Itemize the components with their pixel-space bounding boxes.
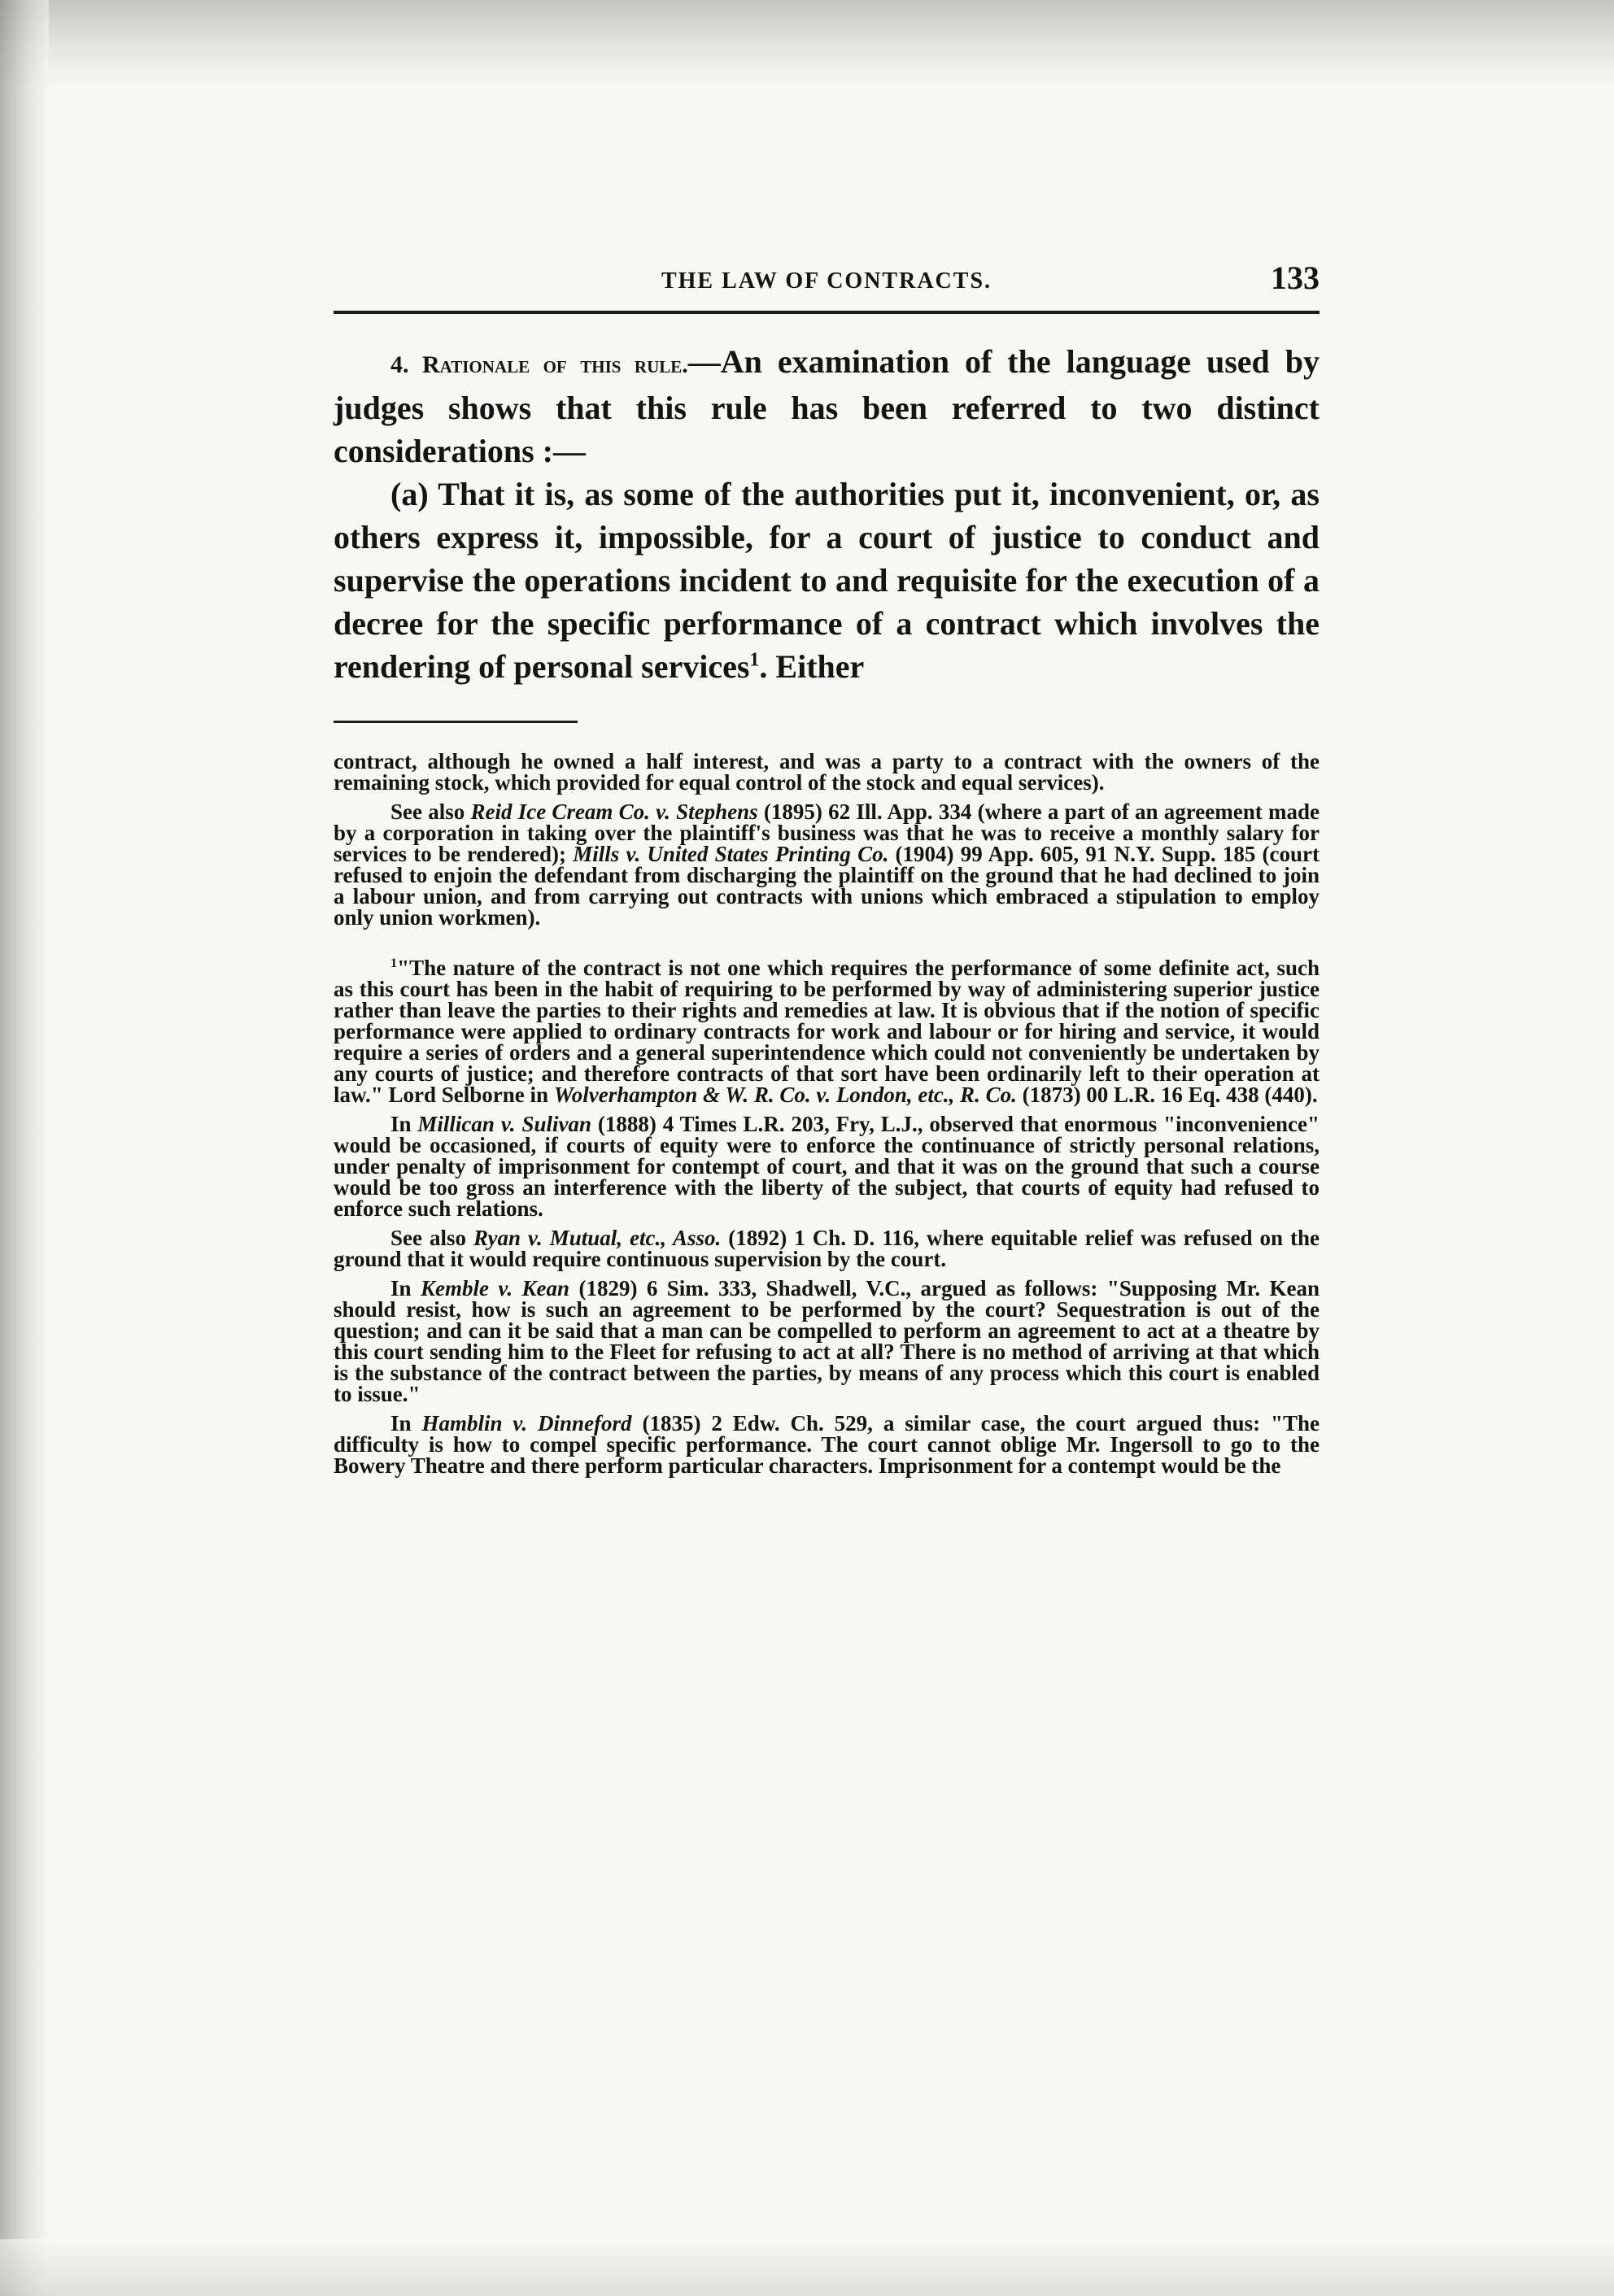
scan-shadow-left [0,0,49,2296]
footnote-millican [334,1113,1320,1219]
note-text: (1835) 2 Edw. Ch. 529, a similar case, the court argued thus: "The difficulty is how to compel specific performance. The court cannot oblige Mr. Ingersoll to go to the Bowery Theatre and there perform particular characters. Imprisonment for a contempt would be the [334,1411,1320,1478]
case-name: Millican v. Sulivan [417,1112,591,1136]
section-heading: 4. Rationale of this rule. [390,351,688,378]
case-name: Wolverhampton & W. R. Co. v. London, etc., R. Co. [553,1083,1017,1107]
note-text: In [390,1276,421,1300]
section-text: —An examination of the language used by judges shows that this rule has been referred to two distinct considerations :— [334,343,1320,469]
note-text: "The nature of the contract is not one which requires the performance of some definite act, such as this court has been in the habit of requiring to be performed by way of administering superior justice rather than leave the parties to their rights and remedies at law. It is obvious that if the notion of specific performance were applied to ordinary contracts for work and labour or for hiring and service, it would require a series of orders and a general superintendence which could not conveniently be undertaken by any courts of justice; and therefore contracts of that sort have been ordinarily left to their operation at law." Lord Selborne in [334,956,1320,1107]
main-text [334,340,1320,688]
footnote-reid [334,801,1320,928]
note-text: In [390,1411,422,1436]
note-text: See also [390,1226,473,1250]
footnote-rule [334,721,578,723]
running-title: THE LAW OF CONTRACTS. [661,268,992,294]
note-text: (1829) 6 Sim. 333, Shadwell, V.C., argued as follows: "Supposing Mr. Kean should resist, how is such an agreement to be performed by the court? Sequestration is out of the question; and can it be said that a man can be compelled to perform an agreement to act at a theatre by this court sending him to the Fleet for refusing to act at all? There is no method of arriving at that which is the substance of the contract between the parties, by means of any process which this court is enabled to issue." [334,1276,1320,1406]
paragraph-a [334,473,1320,688]
running-header [334,259,1320,304]
paragraph-a-tail: . Either [759,648,865,685]
case-name: Ryan v. Mutual, etc., Asso. [473,1226,722,1250]
note-text: (1904) 99 App. 605, 91 N.Y. Supp. 185 (court refused to enjoin the defendant from discharging the plaintiff on the ground that he had declined to join a labour union, and from carrying out contracts with unions which embraced a stipulation to employ only union workmen). [334,842,1320,930]
section-paragraph [334,340,1320,473]
footnote-hamblin [334,1413,1320,1476]
footnote-ref: 1 [749,649,760,671]
paragraph-a-text: (a) That it is, as some of the authorities put it, inconvenient, or, as others express it, impossible, for a court of justice to conduct and supervise the operations incident to and requisite for the execution of a decree for the specific performance of a contract which involves the rendering of personal services [334,476,1320,685]
footnote-continuation: contract, although he owned a half interest, and was a party to a contract with the owners of the remaining stock, which provided for equal control of the stock and equal services). [334,749,1320,795]
case-name: Mills v. United States Printing Co. [573,842,889,866]
note-text: (1888) 4 Times L.R. 203, Fry, L.J., observed that enormous "inconvenience" would be occasioned, if courts of equity were to enforce the continuance of strictly personal relations, under penalty of imprisonment for contempt of court, and that it was on the ground that such a course would be too gross an interference with the liberty of the subject, that courts of equity had refused to enforce such relations. [334,1112,1320,1221]
note-text: (1895) 62 Ill. App. 334 (where a part of an agreement made by a corporation in taking over the plaintiff's business was that he was to receive a monthly salary for services to be rendered); [334,799,1320,866]
footnote-ryan [334,1227,1320,1270]
scan-shadow-top [0,0,1614,89]
header-rule [334,311,1320,314]
scan-shadow-bottom [0,2239,1614,2296]
note-text: (1873) 00 L.R. 16 Eq. 438 (440). [1016,1083,1318,1107]
note-text: See also [390,799,471,824]
footnote-mark: 1 [390,956,398,970]
footnote-kemble [334,1278,1320,1405]
footnotes [334,751,1320,1476]
page-number: 133 [1271,259,1320,296]
case-name: Kemble v. Kean [420,1276,570,1300]
note-text: (1892) 1 Ch. D. 116, where equitable relief was refused on the ground that it would require continuous supervision by the court. [334,1226,1320,1271]
footnote-1 [334,957,1320,1105]
case-name: Hamblin v. Dinneford [421,1411,632,1436]
document-page [334,259,1320,1484]
note-text: In [390,1112,418,1136]
case-name: Reid Ice Cream Co. v. Stephens [470,799,758,824]
